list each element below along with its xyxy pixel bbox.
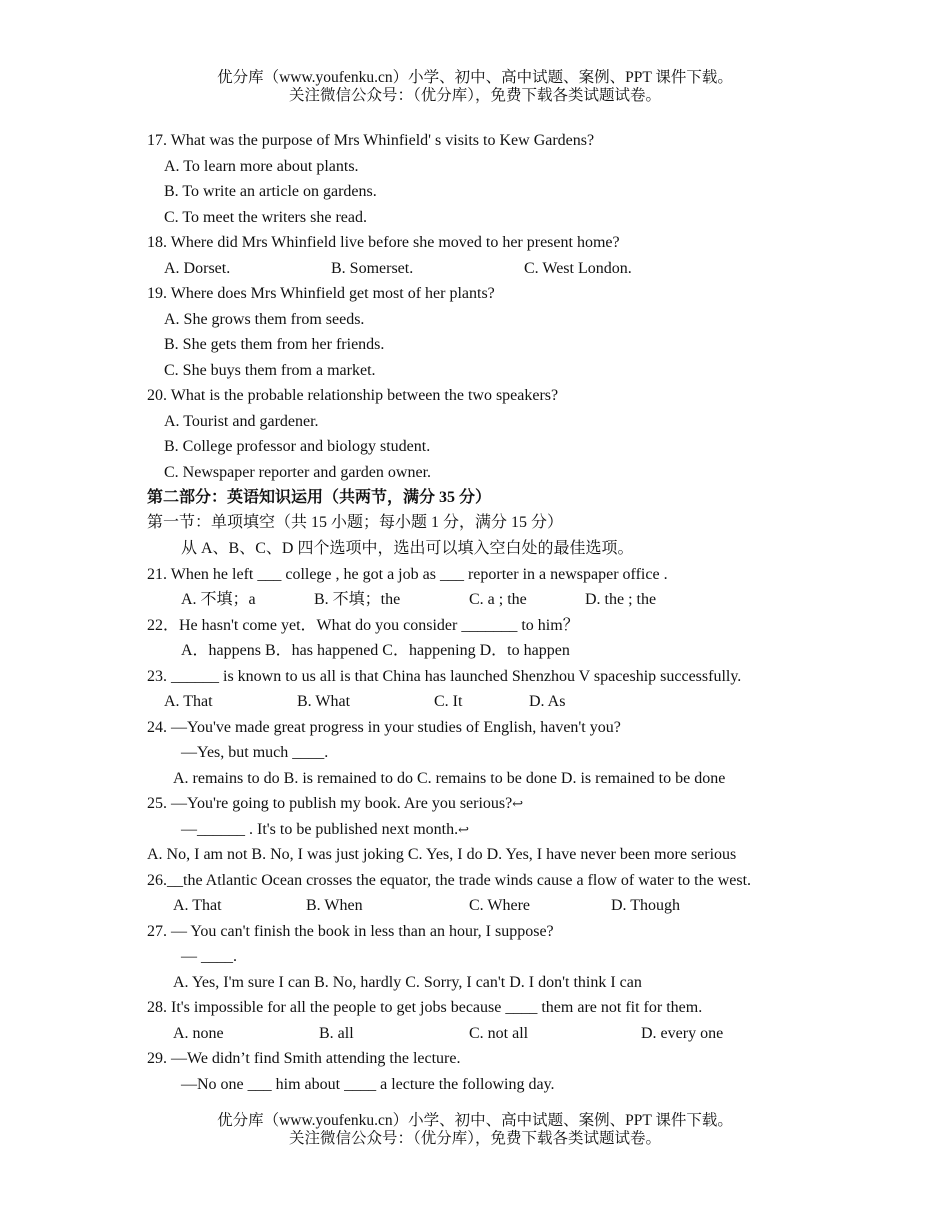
question-20-stem: 20. What is the probable relationship between the two speakers? <box>147 387 559 404</box>
part-two-title: 第二部分：英语知识运用（共两节，满分 35 分） <box>147 489 492 506</box>
question-23-option-b: B. What <box>297 693 351 710</box>
question-20-option-c: C. Newspaper reporter and garden owner. <box>164 464 432 481</box>
question-19-option-b: B. She gets them from her friends. <box>164 336 385 353</box>
question-22-options: A．happens B．has happened C．happening D．to happen <box>181 642 570 659</box>
question-26-stem: 26.__the Atlantic Ocean crosses the equator, the trade winds cause a flow of water to the west. <box>147 872 752 889</box>
return-mark-icon: ↩ <box>512 796 524 811</box>
return-mark-icon: ↩ <box>458 822 469 837</box>
footer-line-2: 关注微信公众号：（优分库），免费下载各类试题试卷。 <box>288 1130 661 1147</box>
question-22-stem: 22．He hasn't come yet．What do you consider _______ to him？ <box>147 617 579 634</box>
question-27-options: A. Yes, I'm sure I can B. No, hardly C. Sorry, I can't D. I don't think I can <box>173 974 642 991</box>
question-18-stem: 18. Where did Mrs Whinfield live before she moved to her present home? <box>147 234 620 251</box>
question-25-stem: 25. —You're going to publish my book. Are you serious? <box>147 795 513 812</box>
question-19-option-a: A. She grows them from seeds. <box>164 311 365 328</box>
question-23-option-c: C. It <box>434 693 463 710</box>
section-instruction: 从 A、B、C、D 四个选项中，选出可以填入空白处的最佳选项。 <box>181 540 634 557</box>
question-21-option-d: D. the ; the <box>585 591 657 608</box>
page-header <box>0 69 950 105</box>
question-25-reply: —______ . It's to be published next month. <box>181 821 459 838</box>
question-23-options <box>147 691 847 713</box>
question-20-option-a: A. Tourist and gardener. <box>164 413 319 430</box>
question-27-stem: 27. — You can't finish the book in less than an hour, I suppose? <box>147 923 554 940</box>
question-23-stem: 23. ______ is known to us all is that China has launched Shenzhou V spaceship successfully. <box>147 668 742 685</box>
question-26-options <box>147 895 847 917</box>
question-26-option-d: D. Though <box>611 897 681 914</box>
header-line-2: 关注微信公众号：（优分库），免费下载各类试题试卷。 <box>288 87 661 104</box>
question-19-stem: 19. Where does Mrs Whinfield get most of her plants? <box>147 285 495 302</box>
question-18-options <box>147 258 847 280</box>
question-21-option-b: B. 不填；the <box>314 591 401 608</box>
question-29-reply: —No one ___ him about ____ a lecture the following day. <box>181 1076 555 1093</box>
question-20-option-b: B. College professor and biology student. <box>164 438 431 455</box>
question-21-option-c: C. a ; the <box>469 591 527 608</box>
question-17-stem: 17. What was the purpose of Mrs Whinfield' s visits to Kew Gardens? <box>147 132 595 149</box>
question-21-options <box>147 589 847 611</box>
question-21-stem: 21. When he left ___ college , he got a job as ___ reporter in a newspaper office . <box>147 566 668 583</box>
question-26-option-b: B. When <box>306 897 363 914</box>
question-18-option-c: C. West London. <box>524 260 632 277</box>
question-24-reply: —Yes, but much ____. <box>181 744 329 761</box>
footer-line-1: 优分库（www.youfenku.cn）小学、初中、高中试题、案例、PPT 课件下载。 <box>217 1112 733 1129</box>
question-23-option-a: A. That <box>164 693 213 710</box>
question-28-option-d: D. every one <box>641 1025 724 1042</box>
page-footer <box>0 1112 950 1148</box>
question-25-stem-line <box>147 793 523 815</box>
question-24-options: A. remains to do B. is remained to do C. remains to be done D. is remained to be done <box>173 770 726 787</box>
question-25-reply-line <box>181 819 469 841</box>
question-25-options: A. No, I am not B. No, I was just joking C. Yes, I do D. Yes, I have never been more serious <box>147 846 737 863</box>
question-28-option-c: C. not all <box>469 1025 529 1042</box>
question-17-option-a: A. To learn more about plants. <box>164 158 359 175</box>
question-17-option-c: C. To meet the writers she read. <box>164 209 367 226</box>
question-18-option-b: B. Somerset. <box>331 260 414 277</box>
question-24-stem: 24. —You've made great progress in your studies of English, haven't you? <box>147 719 621 736</box>
question-23-option-d: D. As <box>529 693 566 710</box>
question-17-option-b: B. To write an article on gardens. <box>164 183 377 200</box>
question-28-stem: 28. It's impossible for all the people to get jobs because ____ them are not fit for them. <box>147 999 703 1016</box>
question-26-option-c: C. Where <box>469 897 531 914</box>
question-29-stem: 29. —We didn’t find Smith attending the lecture. <box>147 1050 461 1067</box>
question-18-option-a: A. Dorset. <box>164 260 231 277</box>
question-28-option-a: A. none <box>173 1025 224 1042</box>
question-19-option-c: C. She buys them from a market. <box>164 362 376 379</box>
question-28-option-b: B. all <box>319 1025 354 1042</box>
question-28-options <box>147 1023 847 1045</box>
question-27-reply: — ____. <box>181 948 237 965</box>
section-one-title: 第一节：单项填空（共 15 小题；每小题 1 分，满分 15 分） <box>147 514 564 531</box>
question-26-option-a: A. That <box>173 897 222 914</box>
header-line-1: 优分库（www.youfenku.cn）小学、初中、高中试题、案例、PPT 课件下载。 <box>217 69 733 86</box>
question-21-option-a: A. 不填；a <box>181 591 256 608</box>
